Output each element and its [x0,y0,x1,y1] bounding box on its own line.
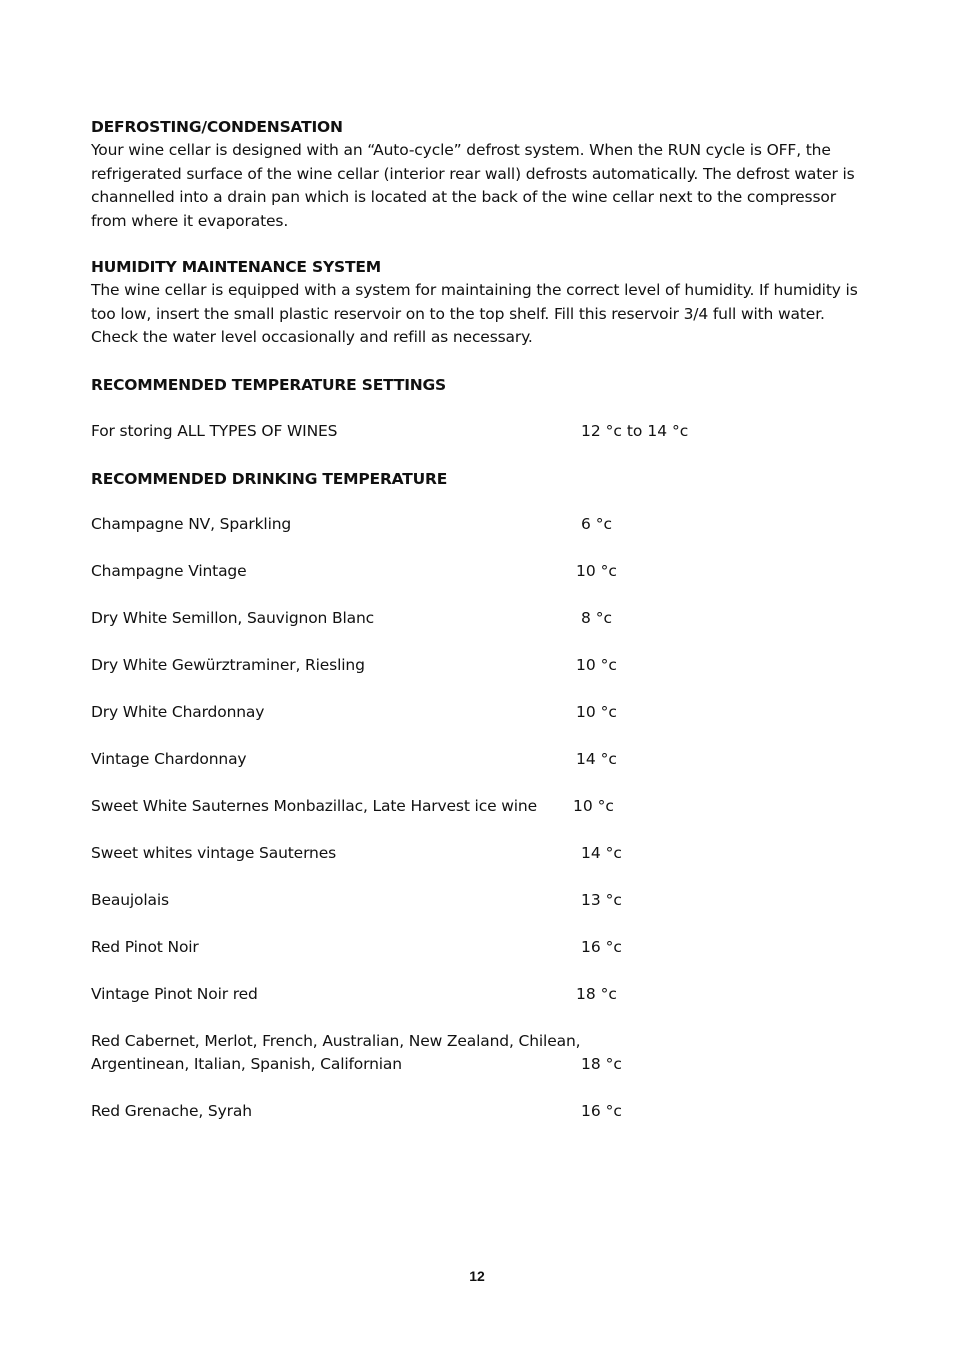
storage-value: 12 °c to 14 °c [581,422,689,440]
list-item-value: 6 °c [581,515,613,533]
defrost-heading: DEFROSTING/CONDENSATION [91,118,343,136]
humidity-heading: HUMIDITY MAINTENANCE SYSTEM [91,258,381,276]
list-item-label: Sweet White Sauternes Monbazillac, Late Harvest ice wine [91,797,537,815]
list-item-value: 8 °c [581,609,613,627]
list-item-label: Vintage Chardonnay [91,750,247,768]
list-item-label: Dry White Semillon, Sauvignon Blanc [91,609,375,627]
drinking-heading: RECOMMENDED DRINKING TEMPERATURE [91,470,448,488]
list-item-label: Vintage Pinot Noir red [91,985,258,1003]
list-item-value: 10 °c [576,656,617,674]
list-item-label: Dry White Gewürztraminer, Riesling [91,656,365,674]
list-item-value: 18 °c [576,985,617,1003]
list-item-label: Red Pinot Noir [91,938,199,956]
list-item-value: 16 °c [581,938,622,956]
list-item-label: Sweet whites vintage Sauternes [91,844,337,862]
list-item-value: 13 °c [581,891,622,909]
list-item-label: Red Cabernet, Merlot, French, Australian, New Zealand, Chilean, [91,1032,581,1050]
humidity-paragraph: The wine cellar is equipped with a system for maintaining the correct level of humidity. If humidity is too low, insert the small plastic reservoir on to the top shelf. Fill this reservoir 3/4 full with water. Check the water level occasionally and refill as necessary. [91,281,858,346]
list-item-label: Red Grenache, Syrah [91,1102,252,1120]
storage-label: For storing ALL TYPES OF WINES [91,422,338,440]
list-item-label: Champagne Vintage [91,562,247,580]
list-item-value: 10 °c [573,797,614,815]
defrost-paragraph: Your wine cellar is designed with an “Auto-cycle” defrost system. When the RUN cycle is OFF, the refrigerated surface of the wine cellar (interior rear wall) defrosts automatically. The defrost water is channelled into a drain pan which is located at the back of the wine cellar next to the compressor from where it evaporates. [91,141,855,230]
page-number: 12 [469,1268,485,1284]
list-item-label-continued: Argentinean, Italian, Spanish, Californian [91,1055,402,1073]
list-item-label: Champagne NV, Sparkling [91,515,292,533]
list-item-label: Dry White Chardonnay [91,703,265,721]
list-item-value: 14 °c [581,844,622,862]
list-item-value: 18 °c [581,1055,622,1073]
list-item-value: 10 °c [576,703,617,721]
list-item-value: 14 °c [576,750,617,768]
list-item-value: 16 °c [581,1102,622,1120]
storage-heading: RECOMMENDED TEMPERATURE SETTINGS [91,376,447,394]
list-item-label: Beaujolais [91,891,169,909]
list-item-value: 10 °c [576,562,617,580]
